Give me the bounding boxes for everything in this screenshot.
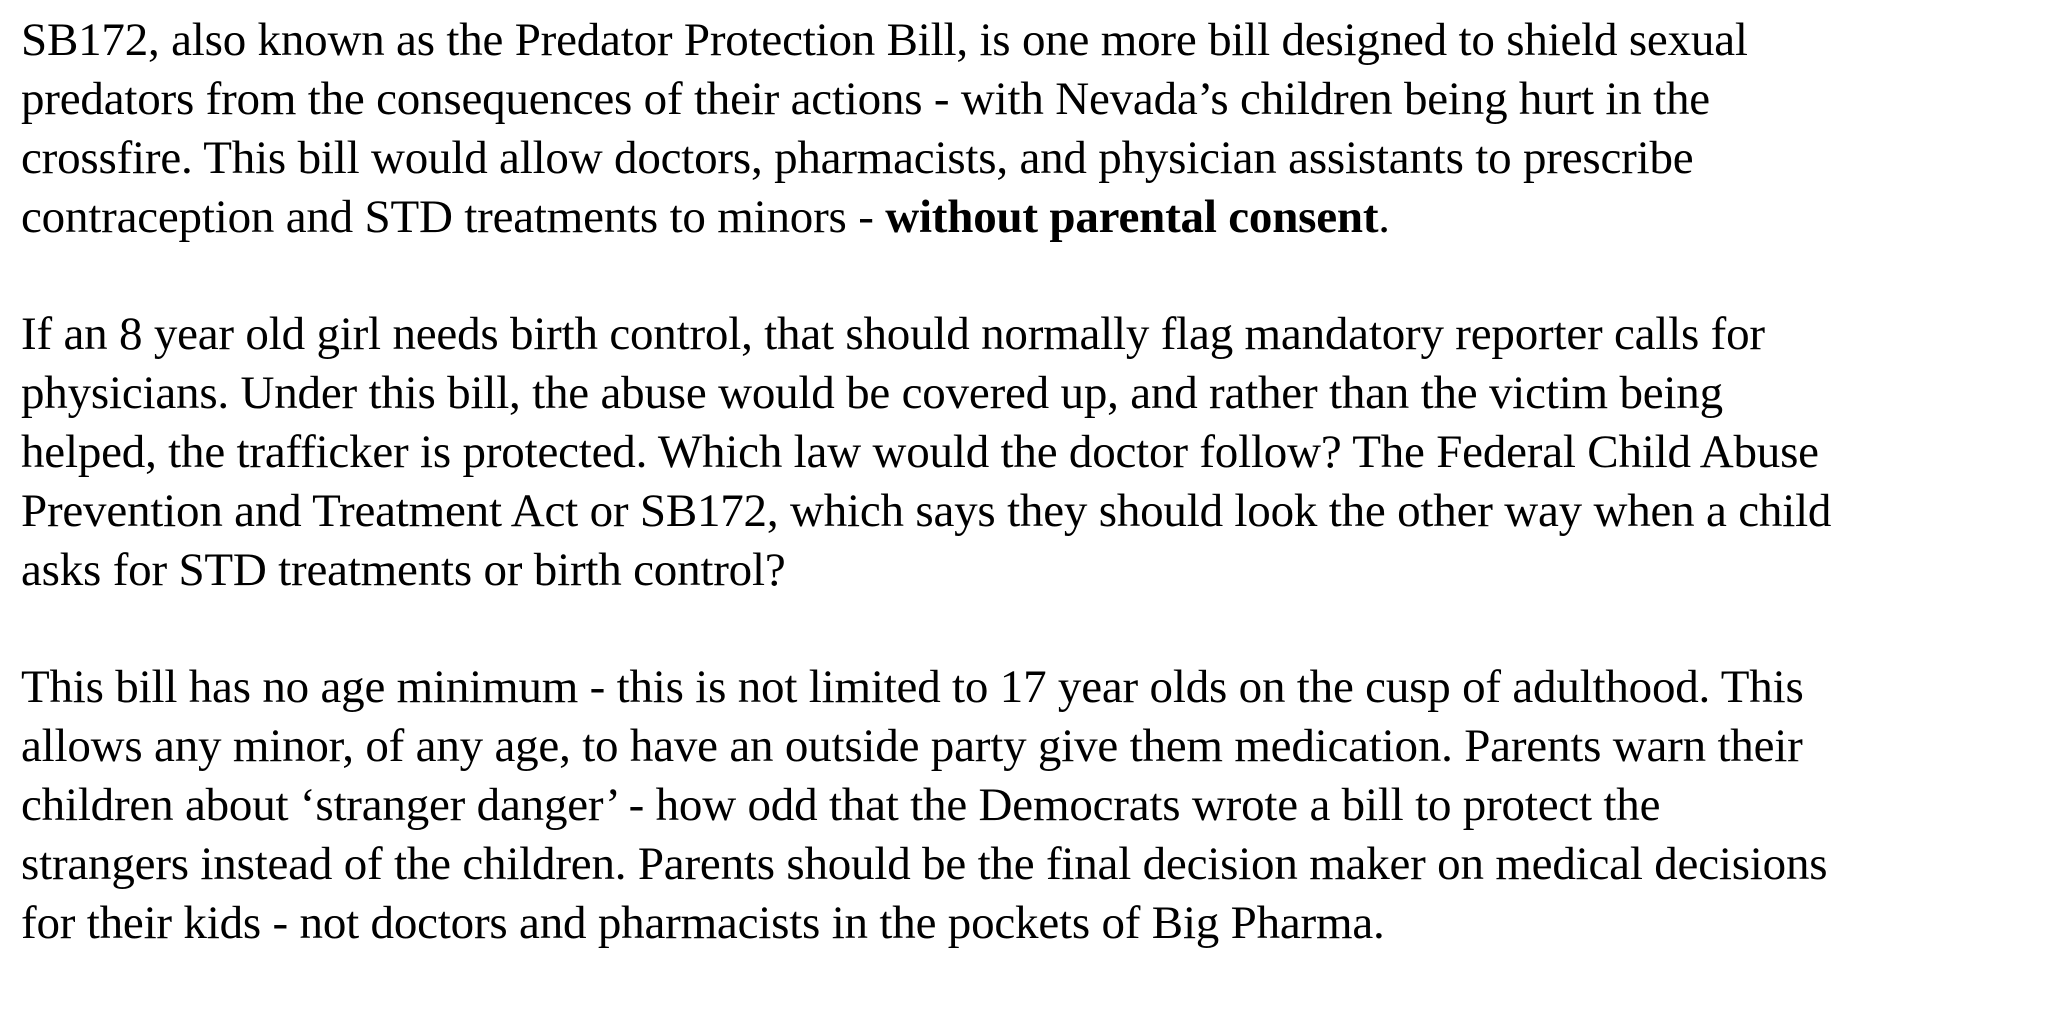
text-line: crossfire. This bill would allow doctors, pharmacists, and physician assistants to prescribe bbox=[21, 132, 1694, 184]
bold-emphasis: without parental consent bbox=[885, 191, 1379, 243]
text-segment: contraception and STD treatments to minors - bbox=[21, 191, 886, 243]
document-body bbox=[21, 11, 2031, 1011]
text-line: physicians. Under this bill, the abuse would be covered up, and rather than the victim being bbox=[21, 367, 1723, 419]
text-line-with-emphasis bbox=[21, 188, 2031, 247]
text-segment: . bbox=[1378, 191, 1390, 243]
text-line: predators from the consequences of their actions - with Nevada’s children being hurt in the bbox=[21, 73, 1710, 125]
paragraph-1 bbox=[21, 11, 2031, 247]
text-line: If an 8 year old girl needs birth control, that should normally flag mandatory reporter calls for bbox=[21, 308, 1765, 360]
text-line: helped, the trafficker is protected. Which law would the doctor follow? The Federal Child Abuse bbox=[21, 426, 1819, 478]
text-line: strangers instead of the children. Parents should be the final decision maker on medical decisions bbox=[21, 838, 1828, 890]
text-line: Prevention and Treatment Act or SB172, which says they should look the other way when a child bbox=[21, 485, 1832, 537]
paragraph-3 bbox=[21, 658, 2031, 953]
text-line: children about ‘stranger danger’ - how odd that the Democrats wrote a bill to protect the bbox=[21, 779, 1661, 831]
text-line: This bill has no age minimum - this is not limited to 17 year olds on the cusp of adulthood. This bbox=[21, 661, 1804, 713]
text-line: SB172, also known as the Predator Protection Bill, is one more bill designed to shield sexual bbox=[21, 14, 1748, 66]
paragraph-2 bbox=[21, 305, 2031, 600]
text-line: for their kids - not doctors and pharmacists in the pockets of Big Pharma. bbox=[21, 897, 1385, 949]
text-line: asks for STD treatments or birth control? bbox=[21, 544, 786, 596]
text-line: allows any minor, of any age, to have an outside party give them medication. Parents warn their bbox=[21, 720, 1803, 772]
